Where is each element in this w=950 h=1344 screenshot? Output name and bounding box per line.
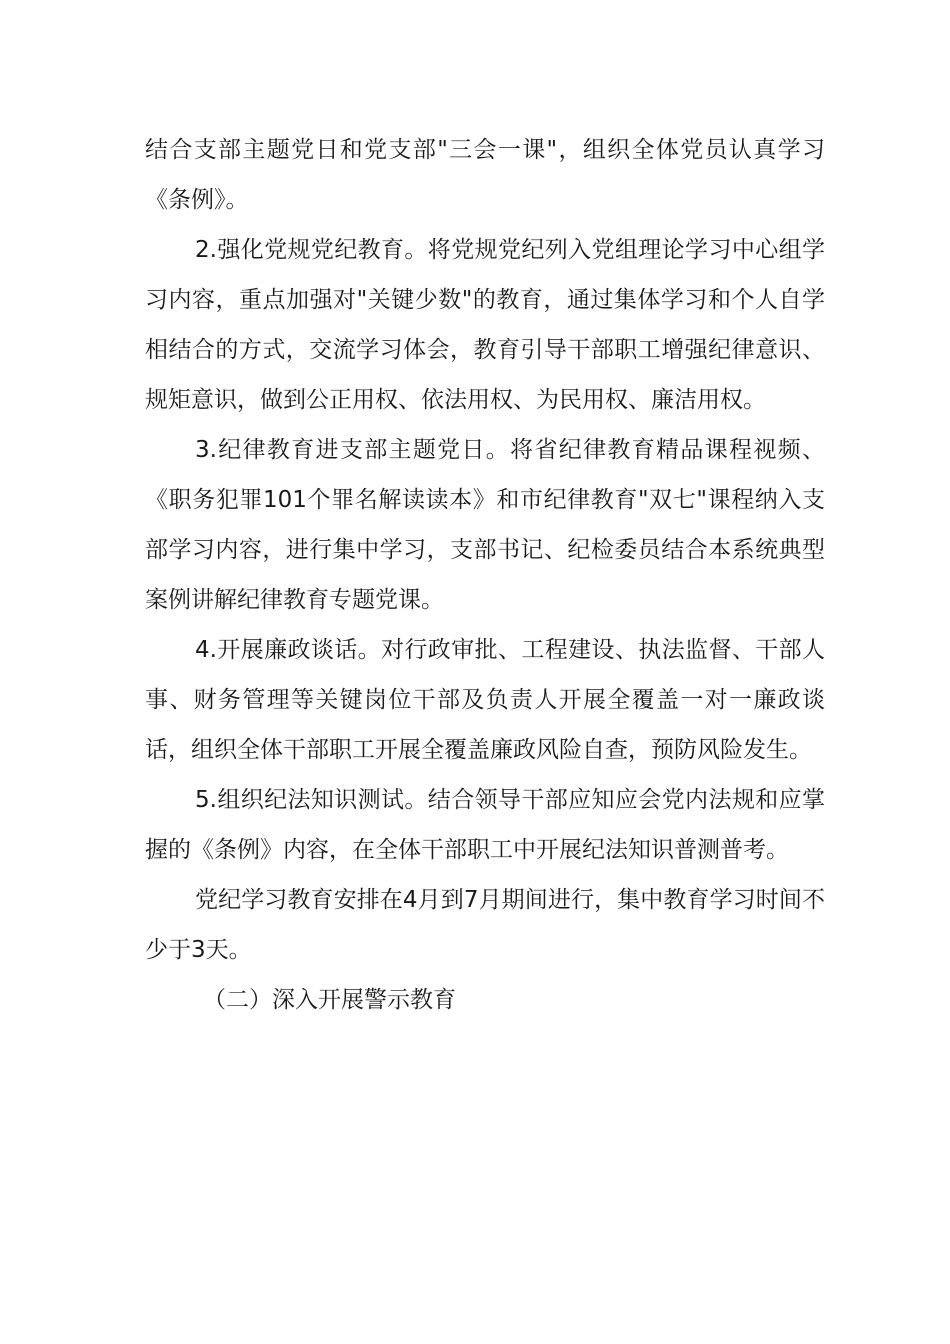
- paragraph-item-4: 4.开展廉政谈话。对行政审批、工程建设、执法监督、干部人事、财务管理等关键岗位干部及负责人开展全覆盖一对一廉政谈话，组织全体干部职工开展全覆盖廉政风险自查，预防风险发生。: [145, 637, 825, 763]
- document-body: [145, 125, 825, 1025]
- paragraph-item-5: 5.组织纪法知识测试。结合领导干部应知应会党内法规和应掌握的《条例》内容，在全体干部职工中开展纪法知识普测普考。: [145, 787, 825, 863]
- paragraph-schedule: 党纪学习教育安排在4月到7月期间进行，集中教育学习时间不少于3天。: [145, 887, 825, 963]
- section-heading: （二）深入开展警示教育: [203, 987, 456, 1013]
- paragraph-item-3: 3.纪律教育进支部主题党日。将省纪律教育精品课程视频、《职务犯罪101个罪名解读读本》和市纪律教育"双七"课程纳入支部学习内容，进行集中学习，支部书记、纪检委员结合本系统典型案例讲解纪律教育专题党课。: [145, 437, 825, 613]
- paragraph-continuation: 结合支部主题党日和党支部"三会一课"，组织全体党员认真学习《条例》。: [145, 137, 825, 213]
- paragraph-item-2: 2.强化党规党纪教育。将党规党纪列入党组理论学习中心组学习内容，重点加强对"关键少数"的教育，通过集体学习和个人自学相结合的方式，交流学习体会，教育引导干部职工增强纪律意识、规矩意识，做到公正用权、依法用权、为民用权、廉洁用权。: [145, 237, 825, 413]
